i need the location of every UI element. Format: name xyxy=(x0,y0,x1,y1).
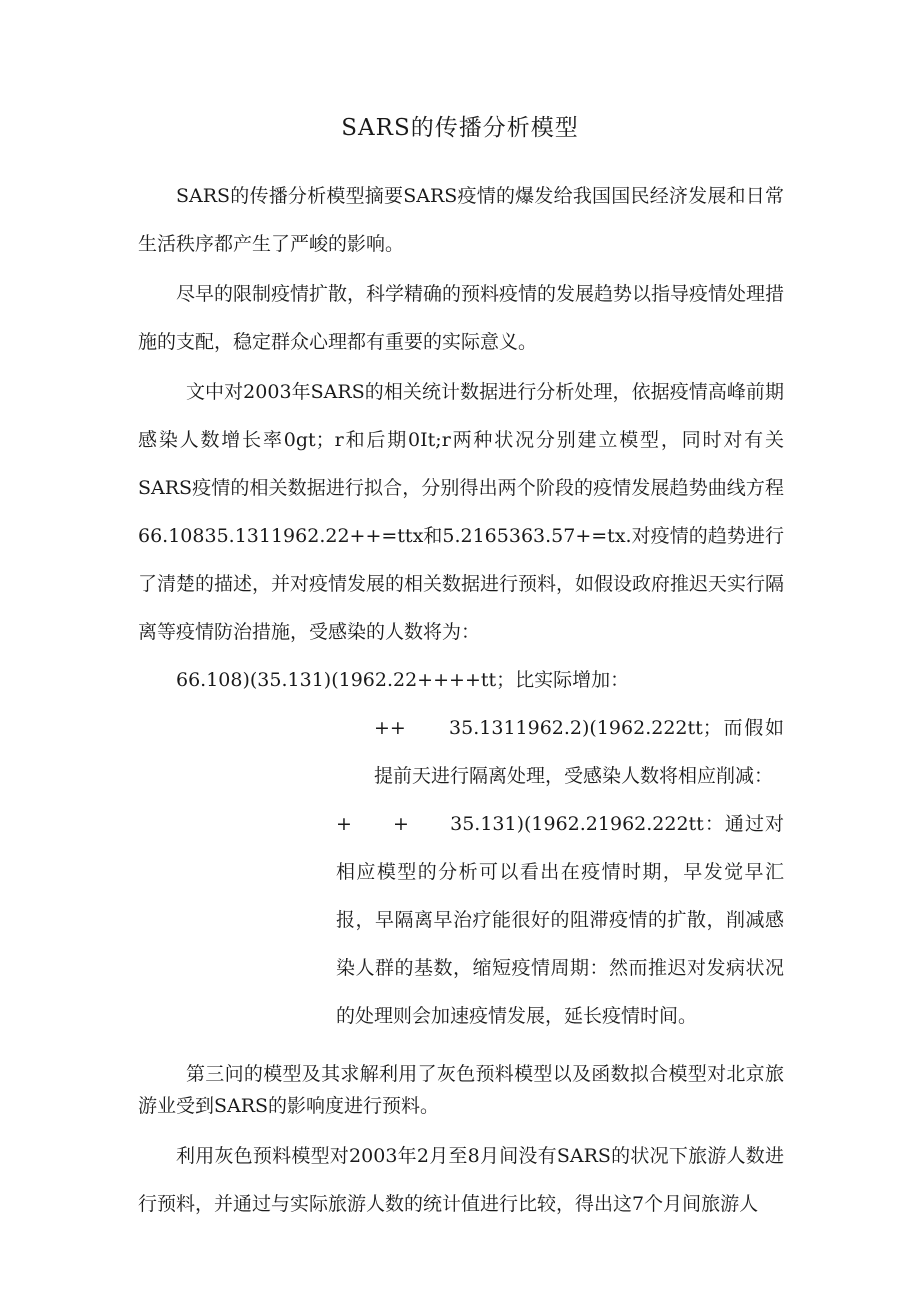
paragraph-method: 文中对2003年SARS的相关统计数据进行分析处理，依据疫情高峰前期感染人数增长率0gt；r和后期0It;r两种状况分别建立模型，同时对有关SARS疫情的相关数据进行拟合，分别得出两个阶段的疫情发展趋势曲线方程66.10835.1311962.22++=ttx和5.2165363.57+=tx.对疫情的趋势进行了清楚的描述，并对疫情发展的相关数据进行预料，如假设政府推迟天实行隔离等疫情防治措施，受感染的人数将为： xyxy=(138,381,785,643)
paragraph-formula-delay: 66.108)(35.131)(1962.22++++tt；比实际增加： xyxy=(176,669,630,691)
paragraph-formula-increase: ++ 35.1311962.2)(1962.222tt；而假如提前天进行隔离处理，受感染人数将相应削减： xyxy=(374,717,784,787)
paragraph-formula-reduce: + + 35.131)(1962.21962.222tt：通过对相应模型的分析可以看出在疫情时期，早发觉早汇报，早隔离早治疗能很好的阻滞疫情的扩散，削减感染人群的基数，缩短疫情周期：然而推迟对发病状况的处理则会加速疫情发展，延长疫情时间。 xyxy=(336,813,784,1027)
paragraph-question-three: 第三问的模型及其求解利用了灰色预料模型以及函数拟合模型对北京旅游业受到SARS的影响度进行预料。 xyxy=(138,1063,784,1117)
paragraph-grey-forecast: 利用灰色预料模型对2003年2月至8月间没有SARS的状况下旅游人数进行预料，并通过与实际旅游人数的统计值进行比较，得出这7个月间旅游人 xyxy=(138,1145,784,1215)
paragraph-significance: 尽早的限制疫情扩散，科学精确的预料疫情的发展趋势以指导疫情处理措施的支配，稳定群众心理都有重要的实际意义。 xyxy=(138,283,785,353)
paragraph-abstract: SARS的传播分析模型摘要SARS疫情的爆发给我国国民经济发展和日常生活秩序都产生了严峻的影响。 xyxy=(138,185,784,255)
page-title: SARS的传播分析模型 xyxy=(341,115,579,141)
document-body xyxy=(138,172,784,1228)
